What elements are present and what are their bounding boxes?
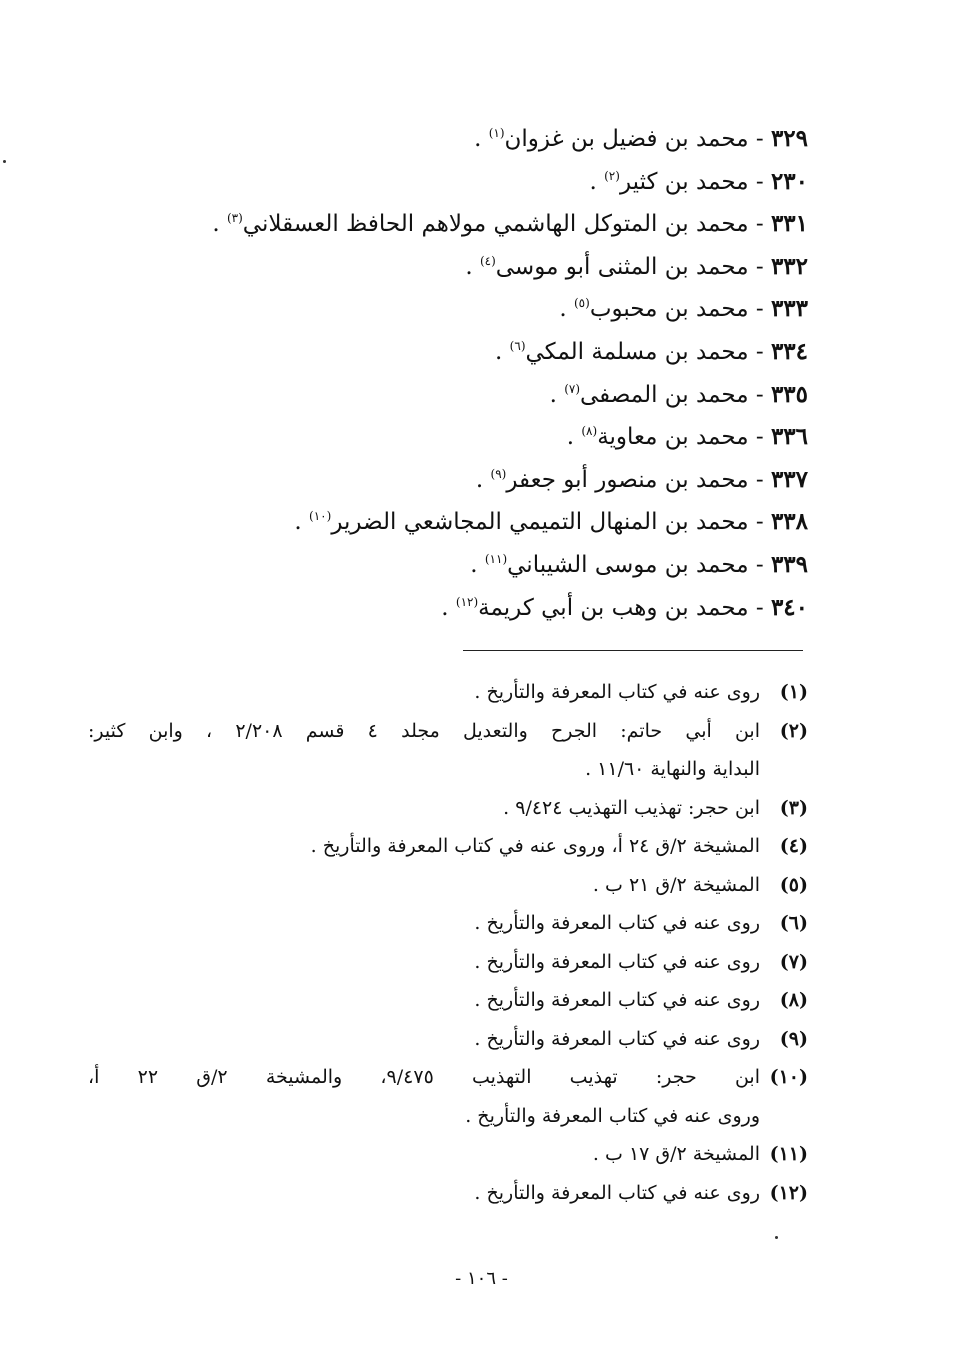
entry-item: ٣٣٤ - محمد بن مسلمة المكي$^{(٦)}$ . xyxy=(495,337,808,365)
footnote-number: (٦) xyxy=(779,912,808,934)
footnote-number: (١٠) xyxy=(769,1066,808,1088)
footnote-item xyxy=(88,1020,808,1059)
footnote-text: روى عنه في كتاب المعرفة والتأريخ . xyxy=(474,912,760,934)
footnote-ref: (١١) xyxy=(484,551,508,566)
footnote-item xyxy=(88,904,808,943)
footnote-ref: (١) xyxy=(488,126,505,140)
footnote-ref: (٦) xyxy=(509,338,526,353)
entry-name: محمد بن وهب بن أبي كريمة xyxy=(478,594,749,621)
entry-name: محمد بن معاوية xyxy=(597,424,749,451)
footnote-text: روى عنه في كتاب المعرفة والتأريخ . xyxy=(474,950,760,973)
entry-number: ٣٤٠ xyxy=(770,593,808,621)
footnote-number: (١٢) xyxy=(769,1181,808,1204)
footnote-ref: (١٠) xyxy=(309,509,332,524)
footnote-list xyxy=(88,673,808,1212)
footnote-item xyxy=(88,943,808,982)
footnote-number: (٥) xyxy=(779,873,808,896)
footnote-text: روى عنه في كتاب المعرفة والتأريخ . xyxy=(474,1027,760,1050)
footnote-ref: (٨) xyxy=(581,424,598,439)
entry-name: محمد بن المتوكل الهاشمي مولاهم الحافظ العسقلاني xyxy=(242,211,749,238)
entry-item: ٣٣٥ - محمد بن المصفى$^{(٧)}$ . xyxy=(549,380,808,408)
footnote-ref: (١٢) xyxy=(455,594,479,609)
footnote-item xyxy=(88,712,808,789)
entry-name: محمد بن محبوب xyxy=(589,296,749,323)
entry-name: محمد بن المصفى xyxy=(580,381,749,408)
entry-number: ٣٣٣ xyxy=(770,295,808,323)
footnote-text: روى عنه في كتاب المعرفة والتأريخ . xyxy=(474,989,760,1011)
footnote-number: (٤) xyxy=(779,835,808,857)
entry-item: ٣٤٠ - محمد بن وهب بن أبي كريمة$^{(١٢)}$ . xyxy=(441,593,808,621)
footnote-item xyxy=(88,673,808,712)
footnote-number: (١) xyxy=(779,681,808,703)
entry-name: محمد بن فضيل بن غزوان xyxy=(504,126,749,152)
footnote-ref: (٣) xyxy=(226,211,243,226)
entry-number: ٣٣٥ xyxy=(770,380,808,408)
footnote-number: (٢) xyxy=(779,719,808,742)
entry-number: ٢٣٠ xyxy=(770,167,808,195)
entry-number: ٣٣٤ xyxy=(770,337,808,365)
footnote-ref: (٩) xyxy=(490,466,507,481)
entry-name: محمد بن منصور أبو جعفر xyxy=(506,466,749,493)
entry-name: محمد بن المنهال التميمي المجاشعي الضرير xyxy=(331,509,749,536)
scan-speck xyxy=(3,160,6,163)
entry-name: محمد بن المثنى أبو موسى xyxy=(495,253,749,280)
entry-list xyxy=(108,112,808,623)
entry-item: ٣٣٦ - محمد بن معاوية$^{(٨)}$ . xyxy=(566,423,808,451)
footnote-text: ابن حجر: تهذيب التهذيب ٩/٤٢٤ . xyxy=(503,796,760,819)
entry-number: ٣٣٧ xyxy=(770,465,808,493)
entry-number: ٣٣٦ xyxy=(770,423,808,451)
footnote-ref: (٧) xyxy=(564,381,581,396)
entry-number: ٣٣٨ xyxy=(770,508,808,536)
footnote-separator xyxy=(463,650,803,651)
footnote-text: البداية والنهاية ١١/٦٠ . xyxy=(585,758,760,780)
scan-speck xyxy=(775,1236,778,1239)
entry-name: محمد بن كثير xyxy=(619,168,749,195)
entry-item: ٣٣٣ - محمد بن محبوب$^{(٥)}$ . xyxy=(559,295,808,323)
footnote-item xyxy=(88,1058,808,1135)
entry-name: محمد بن موسى الشيباني xyxy=(507,551,749,578)
footnote-text: ابن أبي حاتم: الجرح والتعديل مجلد ٤ قسم ٢/٢٠٨ ، وابن كثير: xyxy=(88,719,760,742)
footnote-item xyxy=(88,1174,808,1213)
footnote-number: (٣) xyxy=(779,796,808,819)
entry-number: ٣٢٩ xyxy=(770,125,808,152)
page-number: - ١٠٦ - xyxy=(455,1268,508,1289)
footnote-text: المشيخة ٢/ق ٢١ ب . xyxy=(592,873,760,896)
footnote-ref: (٥) xyxy=(573,296,590,311)
footnote-item xyxy=(88,789,808,828)
footnote-text: المشيخة ٢/ق ١٧ ب . xyxy=(592,1143,760,1165)
entry-item: ٣٣٩ - محمد بن موسى الشيباني$^{(١١)}$ . xyxy=(470,550,808,578)
entry-number: ٣٣٩ xyxy=(770,550,808,578)
footnote-ref: (٤) xyxy=(479,253,496,268)
entry-item: ٣٣٧ - محمد بن منصور أبو جعفر$^{(٩)}$ . xyxy=(475,465,808,493)
entry-name: محمد بن مسلمة المكي xyxy=(525,338,749,365)
footnote-number: (٧) xyxy=(779,950,808,973)
footnote-item xyxy=(88,981,808,1020)
entry-item: ٣٣١ - محمد بن المتوكل الهاشمي مولاهم الحافظ العسقلاني$^{(٣)}$ . xyxy=(212,210,808,238)
entry-number: ٣٣٢ xyxy=(770,252,808,280)
footnote-item xyxy=(88,866,808,905)
entry-item: ٣٢٩ - محمد بن فضيل بن غزوان$^{(١)}$ . xyxy=(474,125,808,152)
footnote-text: ابن حجر: تهذيب التهذيب ٩/٤٧٥، والمشيخة ٢/ق ٢٢ أ، xyxy=(88,1066,760,1088)
entry-item: ٣٣٢ - محمد بن المثنى أبو موسى$^{(٤)}$ . xyxy=(465,252,808,280)
footnote-number: (٩) xyxy=(779,1027,808,1050)
footnote-number: (٨) xyxy=(779,989,808,1011)
footnote-text: روى عنه في كتاب المعرفة والتأريخ . xyxy=(474,1181,760,1204)
footnote-text: المشيخة ٢/ق ٢٤ أ، وروى عنه في كتاب المعرفة والتأريخ . xyxy=(310,835,760,857)
footnote-text: وروى عنه في كتاب المعرفة والتأريخ . xyxy=(465,1104,760,1127)
footnote-ref: (٢) xyxy=(604,168,620,183)
entry-item: ٢٣٠ - محمد بن كثير$^{(٢)}$ . xyxy=(589,167,808,195)
footnote-item xyxy=(88,1135,808,1174)
footnote-number: (١١) xyxy=(769,1143,808,1165)
footnote-text: روى عنه في كتاب المعرفة والتأريخ . xyxy=(474,681,760,703)
entry-number: ٣٣١ xyxy=(770,210,808,238)
footnote-item xyxy=(88,827,808,866)
entry-item: ٣٣٨ - محمد بن المنهال التميمي المجاشعي الضرير$^{(١٠)}$ . xyxy=(294,508,808,536)
